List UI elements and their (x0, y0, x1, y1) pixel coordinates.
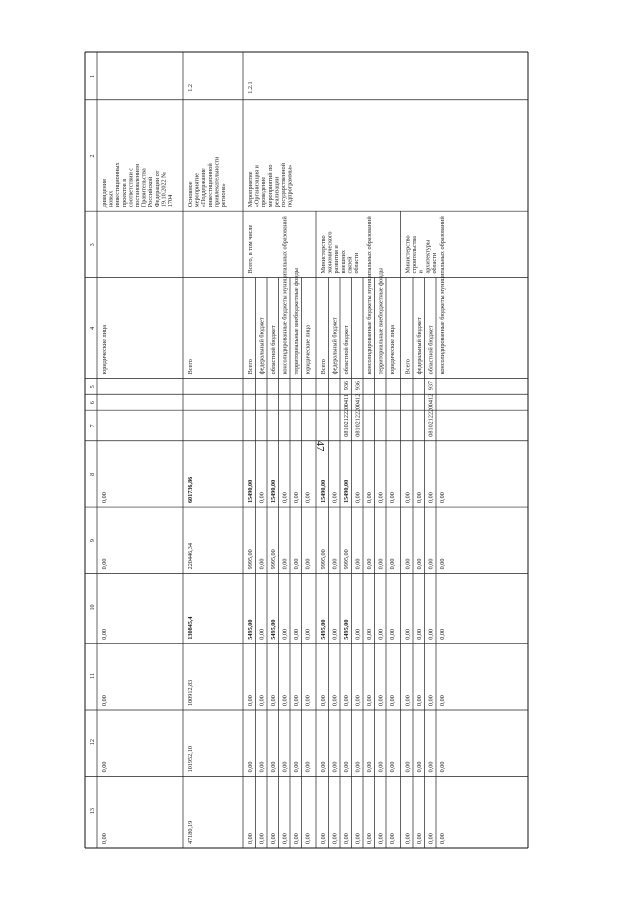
ministry-econ-line-5-c8: 0,00 (377, 492, 385, 504)
ministry-constr-line-3-c10: 0,00 (439, 628, 446, 640)
header-number-7: 7 (89, 424, 96, 428)
ministry-econ-line-4-c13: 0,00 (366, 833, 373, 844)
ministry-constr-line-1-c8: 0,00 (416, 492, 423, 504)
ministry-econ-line-6-c9: 0,00 (389, 558, 396, 570)
ministry-econ-line-5-c11: 0,00 (377, 695, 385, 707)
row-continuation-c9: 0,00 (101, 558, 108, 570)
ministry-constr-line-0-c11: 0,00 (404, 695, 412, 707)
header-number-3: 3 (89, 243, 96, 247)
ministry-constr-line-2-c6: 0412 (427, 393, 435, 407)
ministry-econ-line-3-c13: 0,00 (354, 833, 362, 844)
row-1-2-1-c3: Всего, в том числе (247, 224, 254, 274)
ministry-econ-line-1-c4: федеральный бюджет (331, 317, 339, 375)
ministry-econ-line-6-c4: юридические лица (389, 325, 396, 375)
ministry-econ-line-2-c5: 936 (343, 380, 350, 391)
ministry-econ-line-4-c4: консолидированные бюджеты муниципальных образований (366, 216, 373, 375)
ministry-constr-label: архитектуры (424, 239, 432, 274)
ministry-constr-line-1-c9: 0,00 (416, 558, 423, 570)
row-1-2-c13: 47180,19 (187, 820, 194, 844)
row-1-2-description: региона» (220, 183, 227, 208)
ministry-econ-line-0-c12: 0,00 (320, 761, 327, 773)
row-1-2-1-line-0-c13: 0,00 (247, 833, 254, 844)
ministry-econ-line-2-c12: 0,00 (343, 761, 350, 773)
row-1-2-1-line-5-c4: юридические лица (304, 325, 312, 375)
row-1-2-1-line-2-c12: 0,00 (270, 761, 277, 773)
header-number-10: 10 (89, 604, 96, 611)
ministry-econ-line-3-c8: 0,00 (354, 492, 362, 504)
ministry-constr-label: Министерство (404, 235, 412, 274)
row-continuation-c11: 0,00 (101, 695, 108, 707)
row-1-2-c10: 130845,4 (187, 616, 194, 640)
header-number-1: 1 (89, 74, 96, 78)
ministry-constr-line-3-c11: 0,00 (439, 695, 446, 707)
ministry-constr-line-2-c5: 937 (427, 380, 435, 391)
row-1-2-1-description: мероприятий по (266, 164, 274, 208)
ministry-econ-line-5-c4: территориальные внебюджетные фонды (377, 268, 385, 375)
header-number-9: 9 (89, 539, 96, 543)
ministry-constr-line-3-c12: 0,00 (439, 761, 446, 773)
ministry-econ-line-0-c13: 0,00 (320, 833, 327, 844)
row-1-2-c12: 101952,10 (187, 746, 194, 773)
row-1-2-1-line-5-c12: 0,00 (304, 761, 312, 773)
row-1-2-1-line-0-c8: 15490,00 (247, 479, 254, 504)
row-1-2-c9: 220446,34 (187, 543, 194, 570)
row-continuation-description: Российской (147, 176, 155, 208)
ministry-econ-line-3-c9: 0,00 (354, 558, 362, 570)
row-1-2-1-number: 1.2.1 (247, 81, 254, 94)
ministry-constr-line-2-c4: областной бюджет (427, 325, 435, 375)
ministry-econ-line-6-c13: 0,00 (389, 833, 396, 844)
ministry-econ-line-1-c13: 0,00 (331, 833, 339, 844)
row-continuation-description: 1704 (167, 194, 174, 208)
page-number: 47 (314, 440, 326, 452)
ministry-econ-line-3-c10: 0,00 (354, 628, 362, 640)
row-1-2-1-line-3-c11: 0,00 (281, 695, 289, 707)
ministry-econ-line-6-c11: 0,00 (389, 695, 396, 707)
row-1-2-1-line-4-c11: 0,00 (293, 695, 300, 707)
row-1-2-1-line-1-c8: 0,00 (258, 492, 266, 504)
row-1-2-1-description: «Организация и (253, 165, 261, 208)
row-1-2-1-line-2-c11: 0,00 (270, 695, 277, 707)
ministry-constr-line-1-c12: 0,00 (416, 761, 423, 773)
ministry-econ-line-4-c10: 0,00 (366, 628, 373, 640)
row-1-2-1-line-4-c4: территориальные внебюджетные фонды (293, 268, 300, 375)
row-1-2-1-description: Мероприятие (247, 171, 254, 208)
row-1-2-1-line-1-c9: 0,00 (258, 558, 266, 570)
header-number-11: 11 (89, 672, 96, 679)
ministry-econ-line-1-c10: 0,00 (331, 628, 339, 640)
row-1-2-1-line-4-c8: 0,00 (293, 492, 300, 504)
row-1-2-1-line-5-c11: 0,00 (304, 695, 312, 707)
row-continuation-c8: 0,00 (101, 492, 108, 504)
ministry-econ-label: связей (346, 256, 354, 274)
ministry-constr-line-0-c12: 0,00 (404, 761, 412, 773)
ministry-constr-line-3-c9: 0,00 (439, 558, 446, 570)
row-1-2-1-line-3-c13: 0,00 (281, 833, 289, 844)
row-1-2-1-line-1-c10: 0,00 (258, 628, 266, 640)
ministry-constr-line-2-c10: 0,00 (427, 628, 435, 640)
row-1-2-1-line-5-c10: 0,00 (304, 628, 312, 640)
ministry-econ-label: экономического (326, 231, 334, 274)
ministry-constr-line-2-c11: 0,00 (427, 695, 435, 707)
ministry-constr-line-1-c11: 0,00 (416, 695, 423, 707)
row-1-2-1-line-2-c10: 5495,00 (270, 619, 277, 640)
row-continuation-c10: 0,00 (101, 628, 108, 640)
row-1-2-1-description: реализации (273, 176, 281, 208)
ministry-econ-line-0-c10: 5495,00 (320, 619, 327, 640)
ministry-constr-line-0-c9: 0,00 (404, 558, 412, 570)
row-1-2-1-line-3-c4: консолидированные бюджеты муниципальных образований (281, 216, 289, 375)
ministry-econ-label: внешних (339, 250, 347, 274)
ministry-econ-line-2-c7: 0810212220 (343, 405, 350, 437)
ministry-econ-line-4-c11: 0,00 (366, 695, 373, 707)
ministry-econ-label: развития и (333, 245, 341, 274)
ministry-econ-line-6-c12: 0,00 (389, 761, 396, 773)
ministry-constr-label: и (417, 270, 425, 274)
row-continuation-description: дивидения (101, 179, 108, 208)
row-continuation-description: соответствии с (127, 167, 135, 208)
row-1-2-1-line-5-c13: 0,00 (304, 833, 312, 844)
row-1-2-number: 1.2 (187, 84, 194, 92)
ministry-econ-label: Министерство (320, 235, 327, 274)
row-1-2-description: мероприятие (193, 173, 201, 208)
ministry-econ-line-4-c12: 0,00 (366, 761, 373, 773)
row-1-2-1-line-4-c12: 0,00 (293, 761, 300, 773)
row-1-2-1-line-1-c12: 0,00 (258, 761, 266, 773)
ministry-econ-line-3-c12: 0,00 (354, 761, 362, 773)
row-1-2-1-line-4-c10: 0,00 (293, 628, 300, 640)
ministry-econ-label: области (353, 252, 360, 274)
row-continuation-description: 19.10.2022 № (160, 171, 168, 208)
ministry-constr-line-0-c8: 0,00 (404, 492, 412, 504)
row-continuation-description: Правительства (140, 168, 148, 208)
row-1-2-1-line-2-c9: 9995,00 (270, 549, 277, 570)
header-number-12: 12 (89, 739, 96, 746)
ministry-constr-line-0-c13: 0,00 (404, 833, 412, 844)
ministry-constr-label: области (430, 252, 438, 274)
ministry-constr-label: строительства (411, 236, 419, 274)
ministry-constr-line-1-c10: 0,00 (416, 628, 423, 640)
ministry-econ-line-6-c8: 0,00 (389, 492, 396, 504)
ministry-econ-line-2-c13: 0,00 (343, 833, 350, 844)
ministry-econ-line-4-c8: 0,00 (366, 492, 373, 504)
row-1-2-1-line-0-c9: 9995,00 (247, 549, 254, 570)
ministry-econ-line-0-c4: Всего (320, 359, 327, 375)
ministry-econ-line-0-c11: 0,00 (320, 695, 327, 707)
ministry-econ-line-1-c8: 0,00 (331, 492, 339, 504)
ministry-econ-line-1-c9: 0,00 (331, 558, 339, 570)
ministry-constr-line-3-c4: консолидированные бюджеты муниципальных образований (439, 216, 446, 375)
row-1-2-1-line-5-c8: 0,00 (304, 492, 312, 504)
row-1-2-c11: 100912,83 (187, 679, 194, 707)
ministry-constr-line-1-c4: федеральный бюджет (416, 317, 423, 375)
row-continuation-c12: 0,00 (101, 761, 108, 773)
ministry-econ-line-3-c6: 0412 (354, 393, 362, 407)
ministry-econ-line-0-c9: 9995,00 (320, 549, 327, 570)
row-1-2-description: Основное (187, 181, 194, 208)
ministry-constr-line-3-c8: 0,00 (439, 492, 446, 504)
ministry-econ-line-3-c7: 0810212220 (354, 405, 362, 437)
row-continuation-c4: юридические лица (101, 325, 108, 375)
row-1-2-description: привлекательности (213, 156, 221, 208)
ministry-constr-line-2-c9: 0,00 (427, 558, 435, 570)
ministry-constr-line-2-c13: 0,00 (427, 833, 435, 844)
row-continuation-description: постановлением (134, 163, 141, 208)
row-1-2-1-line-3-c9: 0,00 (281, 558, 289, 570)
ministry-econ-line-5-c10: 0,00 (377, 628, 385, 640)
header-number-6: 6 (89, 401, 96, 405)
row-1-2-1-line-0-c11: 0,00 (247, 695, 254, 707)
ministry-constr-line-0-c4: Всего (404, 359, 412, 375)
row-1-2-1-line-2-c13: 0,00 (270, 833, 277, 844)
row-continuation-description: инвестиционных (114, 162, 122, 208)
ministry-econ-line-5-c9: 0,00 (377, 558, 385, 570)
row-1-2-description: «Поддержание (200, 168, 208, 208)
row-1-2-1-line-2-c8: 15490,00 (270, 479, 277, 504)
row-1-2-c8: 601736,86 (187, 476, 194, 504)
ministry-econ-line-4-c9: 0,00 (366, 558, 373, 570)
row-1-2-1-line-3-c10: 0,00 (281, 628, 289, 640)
row-1-2-1-description: подпрограммы» (286, 164, 294, 208)
header-number-5: 5 (89, 385, 96, 389)
ministry-econ-line-2-c9: 9995,00 (343, 549, 350, 570)
row-1-2-1-line-2-c4: областной бюджет (270, 325, 277, 375)
ministry-econ-line-6-c10: 0,00 (389, 628, 396, 640)
row-continuation-c13: 0,00 (101, 833, 108, 844)
ministry-econ-line-1-c11: 0,00 (331, 695, 339, 707)
header-number-13: 13 (89, 807, 96, 815)
row-1-2-1-line-1-c4: федеральный бюджет (258, 317, 266, 375)
ministry-econ-line-5-c13: 0,00 (377, 833, 385, 844)
row-continuation-description: Федерации от (153, 170, 161, 208)
row-1-2-1-line-4-c9: 0,00 (293, 558, 300, 570)
ministry-constr-line-2-c8: 0,00 (427, 492, 435, 504)
row-continuation-description: новых (107, 190, 115, 208)
header-number-4: 4 (89, 326, 96, 330)
row-1-2-1-line-1-c11: 0,00 (258, 695, 266, 707)
row-1-2-1-line-5-c9: 0,00 (304, 558, 312, 570)
row-1-2-1-line-3-c8: 0,00 (281, 492, 289, 504)
row-1-2-1-line-0-c12: 0,00 (247, 761, 254, 773)
ministry-constr-line-2-c12: 0,00 (427, 761, 435, 773)
ministry-econ-line-2-c4: областной бюджет (343, 325, 350, 375)
row-1-2-1-line-1-c13: 0,00 (258, 833, 266, 844)
row-continuation-description: проектов в (120, 178, 128, 208)
ministry-econ-line-2-c11: 0,00 (343, 695, 350, 707)
row-1-2-description: инвестиционной (206, 163, 214, 208)
ministry-econ-line-2-c8: 15490,00 (343, 479, 350, 504)
ministry-econ-line-3-c5: 936 (354, 380, 362, 391)
ministry-econ-line-5-c12: 0,00 (377, 761, 385, 773)
row-1-2-1-description: государственной (280, 163, 287, 208)
row-1-2-c4: Всего (187, 359, 194, 375)
budget-table (85, 52, 528, 848)
ministry-constr-line-3-c13: 0,00 (439, 833, 446, 844)
ministry-constr-line-0-c10: 0,00 (404, 628, 412, 640)
ministry-econ-line-3-c11: 0,00 (354, 695, 362, 707)
header-number-2: 2 (89, 154, 96, 158)
ministry-econ-line-1-c12: 0,00 (331, 761, 339, 773)
header-number-8: 8 (89, 472, 96, 476)
ministry-constr-line-2-c7: 0810212220 (427, 405, 435, 437)
row-1-2-1-line-4-c13: 0,00 (293, 833, 300, 844)
row-1-2-1-line-0-c10: 5495,00 (247, 619, 254, 640)
row-1-2-1-line-3-c12: 0,00 (281, 761, 289, 773)
row-1-2-1-line-0-c4: Всего (247, 359, 254, 375)
ministry-econ-line-2-c10: 5495,00 (343, 619, 350, 640)
ministry-econ-line-2-c6: 0411 (343, 394, 350, 407)
row-1-2-1-description: проведение (260, 176, 268, 208)
ministry-econ-line-0-c8: 15490,00 (320, 479, 327, 504)
ministry-constr-line-1-c13: 0,00 (416, 833, 423, 844)
